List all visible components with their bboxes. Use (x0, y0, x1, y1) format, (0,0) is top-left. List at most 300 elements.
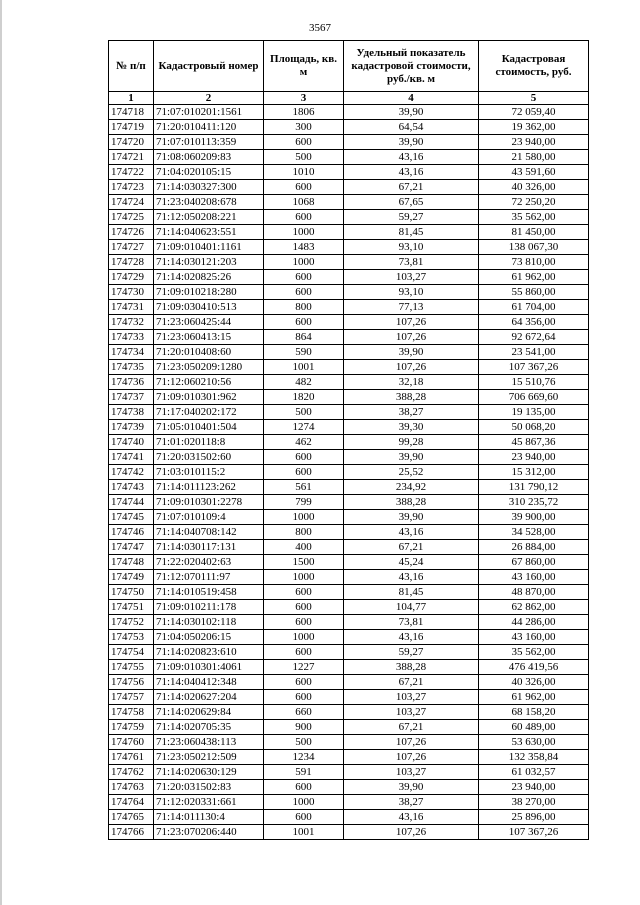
row-number-cell: 174722 (109, 165, 154, 180)
cadastral-number-cell: 71:20:031502:60 (154, 450, 264, 465)
cadastral-number-cell: 71:23:040208:678 (154, 195, 264, 210)
table-body (109, 105, 589, 840)
cadastral-number-cell: 71:07:010109:4 (154, 510, 264, 525)
area-cell: 800 (264, 300, 344, 315)
area-cell: 1806 (264, 105, 344, 120)
area-cell: 1001 (264, 360, 344, 375)
cadastral-cost-cell: 73 810,00 (479, 255, 589, 270)
area-cell: 864 (264, 330, 344, 345)
cadastral-cost-cell: 26 884,00 (479, 540, 589, 555)
table-row (109, 750, 589, 765)
cadastral-number-cell: 71:14:040708:142 (154, 525, 264, 540)
cadastral-number-cell: 71:14:040412:348 (154, 675, 264, 690)
cadastral-cost-cell: 55 860,00 (479, 285, 589, 300)
row-number-cell: 174752 (109, 615, 154, 630)
area-cell: 462 (264, 435, 344, 450)
table-row (109, 555, 589, 570)
specific-value-cell: 99,28 (344, 435, 479, 450)
table-row (109, 285, 589, 300)
cadastral-cost-cell: 61 032,57 (479, 765, 589, 780)
cadastral-number-cell: 71:09:010211:178 (154, 600, 264, 615)
cadastral-number-cell: 71:04:020105:15 (154, 165, 264, 180)
cadastral-cost-cell: 48 870,00 (479, 585, 589, 600)
table-row (109, 510, 589, 525)
table-row (109, 705, 589, 720)
specific-value-cell: 39,90 (344, 105, 479, 120)
cadastral-number-cell: 71:14:020825:26 (154, 270, 264, 285)
row-number-cell: 174721 (109, 150, 154, 165)
column-number: 4 (344, 92, 479, 105)
area-cell: 1010 (264, 165, 344, 180)
area-cell: 600 (264, 270, 344, 285)
row-number-cell: 174725 (109, 210, 154, 225)
area-cell: 400 (264, 540, 344, 555)
cadastral-number-cell: 71:14:020627:204 (154, 690, 264, 705)
column-number: 3 (264, 92, 344, 105)
cadastral-cost-cell: 43 160,00 (479, 570, 589, 585)
specific-value-cell: 59,27 (344, 645, 479, 660)
table-row (109, 180, 589, 195)
specific-value-cell: 73,81 (344, 255, 479, 270)
cadastral-number-cell: 71:17:040202:172 (154, 405, 264, 420)
table-row (109, 615, 589, 630)
cadastral-cost-cell: 706 669,60 (479, 390, 589, 405)
cadastral-cost-cell: 45 867,36 (479, 435, 589, 450)
specific-value-cell: 93,10 (344, 240, 479, 255)
row-number-cell: 174726 (109, 225, 154, 240)
cadastral-cost-cell: 19 135,00 (479, 405, 589, 420)
row-number-cell: 174762 (109, 765, 154, 780)
specific-value-cell: 93,10 (344, 285, 479, 300)
cadastral-cost-cell: 72 059,40 (479, 105, 589, 120)
table-row (109, 810, 589, 825)
row-number-cell: 174763 (109, 780, 154, 795)
cadastral-cost-cell: 68 158,20 (479, 705, 589, 720)
cadastral-table (108, 40, 589, 840)
cadastral-number-cell: 71:23:060425:44 (154, 315, 264, 330)
cadastral-number-cell: 71:09:010301:4061 (154, 660, 264, 675)
row-number-cell: 174749 (109, 570, 154, 585)
area-cell: 1483 (264, 240, 344, 255)
row-number-cell: 174719 (109, 120, 154, 135)
cadastral-cost-cell: 44 286,00 (479, 615, 589, 630)
area-cell: 600 (264, 600, 344, 615)
row-number-cell: 174758 (109, 705, 154, 720)
row-number-cell: 174759 (109, 720, 154, 735)
cadastral-cost-cell: 25 896,00 (479, 810, 589, 825)
row-number-cell: 174766 (109, 825, 154, 840)
specific-value-cell: 43,16 (344, 165, 479, 180)
cadastral-cost-cell: 38 270,00 (479, 795, 589, 810)
specific-value-cell: 39,90 (344, 345, 479, 360)
area-cell: 1000 (264, 255, 344, 270)
cadastral-cost-cell: 50 068,20 (479, 420, 589, 435)
table-row (109, 675, 589, 690)
row-number-cell: 174753 (109, 630, 154, 645)
table-row (109, 645, 589, 660)
row-number-cell: 174761 (109, 750, 154, 765)
row-number-cell: 174727 (109, 240, 154, 255)
cadastral-number-cell: 71:14:011123:262 (154, 480, 264, 495)
table-row (109, 600, 589, 615)
area-cell: 600 (264, 315, 344, 330)
table-row (109, 795, 589, 810)
cadastral-cost-cell: 60 489,00 (479, 720, 589, 735)
cadastral-cost-cell: 23 541,00 (479, 345, 589, 360)
row-number-cell: 174765 (109, 810, 154, 825)
specific-value-cell: 67,65 (344, 195, 479, 210)
cadastral-number-cell: 71:01:020118:8 (154, 435, 264, 450)
row-number-cell: 174764 (109, 795, 154, 810)
cadastral-number-cell: 71:05:010401:504 (154, 420, 264, 435)
row-number-cell: 174744 (109, 495, 154, 510)
row-number-cell: 174731 (109, 300, 154, 315)
row-number-cell: 174728 (109, 255, 154, 270)
specific-value-cell: 39,30 (344, 420, 479, 435)
area-cell: 1274 (264, 420, 344, 435)
area-cell: 600 (264, 180, 344, 195)
specific-value-cell: 103,27 (344, 270, 479, 285)
cadastral-cost-cell: 92 672,64 (479, 330, 589, 345)
table-row (109, 825, 589, 840)
cadastral-number-cell: 71:08:060209:83 (154, 150, 264, 165)
cadastral-number-cell: 71:09:030410:513 (154, 300, 264, 315)
cadastral-number-cell: 71:23:060438:113 (154, 735, 264, 750)
row-number-cell: 174748 (109, 555, 154, 570)
header-area: Площадь, кв. м (264, 41, 344, 92)
column-number-row (109, 92, 589, 105)
cadastral-number-cell: 71:14:020823:610 (154, 645, 264, 660)
area-cell: 1000 (264, 795, 344, 810)
area-cell: 500 (264, 405, 344, 420)
specific-value-cell: 103,27 (344, 690, 479, 705)
area-cell: 600 (264, 585, 344, 600)
row-number-cell: 174741 (109, 450, 154, 465)
specific-value-cell: 107,26 (344, 330, 479, 345)
table-row (109, 375, 589, 390)
cadastral-cost-cell: 15 510,76 (479, 375, 589, 390)
cadastral-number-cell: 71:14:020705:35 (154, 720, 264, 735)
area-cell: 1227 (264, 660, 344, 675)
table-row (109, 420, 589, 435)
specific-value-cell: 43,16 (344, 810, 479, 825)
cadastral-cost-cell: 81 450,00 (479, 225, 589, 240)
cadastral-cost-cell: 72 250,20 (479, 195, 589, 210)
specific-value-cell: 43,16 (344, 150, 479, 165)
table-row (109, 390, 589, 405)
specific-value-cell: 103,27 (344, 705, 479, 720)
row-number-cell: 174743 (109, 480, 154, 495)
area-cell: 1234 (264, 750, 344, 765)
specific-value-cell: 45,24 (344, 555, 479, 570)
cadastral-number-cell: 71:14:020629:84 (154, 705, 264, 720)
area-cell: 799 (264, 495, 344, 510)
specific-value-cell: 234,92 (344, 480, 479, 495)
area-cell: 1500 (264, 555, 344, 570)
cadastral-number-cell: 71:23:050212:509 (154, 750, 264, 765)
specific-value-cell: 67,21 (344, 720, 479, 735)
table-row (109, 315, 589, 330)
area-cell: 561 (264, 480, 344, 495)
cadastral-number-cell: 71:12:070111:97 (154, 570, 264, 585)
cadastral-cost-cell: 132 358,84 (479, 750, 589, 765)
specific-value-cell: 43,16 (344, 630, 479, 645)
area-cell: 1000 (264, 630, 344, 645)
table-row (109, 225, 589, 240)
row-number-cell: 174747 (109, 540, 154, 555)
specific-value-cell: 73,81 (344, 615, 479, 630)
cadastral-cost-cell: 35 562,00 (479, 645, 589, 660)
specific-value-cell: 388,28 (344, 390, 479, 405)
cadastral-cost-cell: 15 312,00 (479, 465, 589, 480)
table-row (109, 525, 589, 540)
specific-value-cell: 43,16 (344, 525, 479, 540)
area-cell: 600 (264, 690, 344, 705)
specific-value-cell: 67,21 (344, 675, 479, 690)
area-cell: 600 (264, 135, 344, 150)
row-number-cell: 174736 (109, 375, 154, 390)
cadastral-cost-cell: 21 580,00 (479, 150, 589, 165)
row-number-cell: 174734 (109, 345, 154, 360)
cadastral-cost-cell: 40 326,00 (479, 675, 589, 690)
table-row (109, 450, 589, 465)
cadastral-number-cell: 71:20:010408:60 (154, 345, 264, 360)
row-number-cell: 174757 (109, 690, 154, 705)
area-cell: 600 (264, 465, 344, 480)
header-cadastral-cost: Кадастровая стоимость, руб. (479, 41, 589, 92)
table-row (109, 255, 589, 270)
table-row (109, 765, 589, 780)
page-number: 3567 (309, 22, 331, 34)
cadastral-number-cell: 71:14:030327:300 (154, 180, 264, 195)
specific-value-cell: 32,18 (344, 375, 479, 390)
cadastral-cost-cell: 40 326,00 (479, 180, 589, 195)
table-row (109, 570, 589, 585)
cadastral-cost-cell: 476 419,56 (479, 660, 589, 675)
cadastral-number-cell: 71:14:020630:129 (154, 765, 264, 780)
cadastral-number-cell: 71:07:010113:359 (154, 135, 264, 150)
row-number-cell: 174718 (109, 105, 154, 120)
cadastral-number-cell: 71:12:060210:56 (154, 375, 264, 390)
cadastral-cost-cell: 43 591,60 (479, 165, 589, 180)
specific-value-cell: 38,27 (344, 795, 479, 810)
cadastral-cost-cell: 23 940,00 (479, 450, 589, 465)
row-number-cell: 174760 (109, 735, 154, 750)
header-row (109, 41, 589, 92)
cadastral-cost-cell: 61 962,00 (479, 690, 589, 705)
header-number: № п/п (109, 41, 154, 92)
cadastral-number-cell: 71:20:031502:83 (154, 780, 264, 795)
table-row (109, 480, 589, 495)
cadastral-number-cell: 71:14:030117:131 (154, 540, 264, 555)
row-number-cell: 174720 (109, 135, 154, 150)
table-row (109, 240, 589, 255)
row-number-cell: 174754 (109, 645, 154, 660)
specific-value-cell: 77,13 (344, 300, 479, 315)
specific-value-cell: 64,54 (344, 120, 479, 135)
specific-value-cell: 59,27 (344, 210, 479, 225)
table-row (109, 345, 589, 360)
table-row (109, 630, 589, 645)
cadastral-cost-cell: 62 862,00 (479, 600, 589, 615)
row-number-cell: 174738 (109, 405, 154, 420)
specific-value-cell: 104,77 (344, 600, 479, 615)
row-number-cell: 174737 (109, 390, 154, 405)
specific-value-cell: 39,90 (344, 780, 479, 795)
column-number: 5 (479, 92, 589, 105)
specific-value-cell: 388,28 (344, 660, 479, 675)
cadastral-cost-cell: 64 356,00 (479, 315, 589, 330)
row-number-cell: 174739 (109, 420, 154, 435)
cadastral-number-cell: 71:23:060413:15 (154, 330, 264, 345)
area-cell: 482 (264, 375, 344, 390)
table-row (109, 300, 589, 315)
area-cell: 1000 (264, 510, 344, 525)
row-number-cell: 174755 (109, 660, 154, 675)
cadastral-cost-cell: 23 940,00 (479, 135, 589, 150)
row-number-cell: 174735 (109, 360, 154, 375)
row-number-cell: 174745 (109, 510, 154, 525)
cadastral-number-cell: 71:04:050206:15 (154, 630, 264, 645)
cadastral-cost-cell: 131 790,12 (479, 480, 589, 495)
specific-value-cell: 107,26 (344, 735, 479, 750)
cadastral-number-cell: 71:09:010401:1161 (154, 240, 264, 255)
cadastral-cost-cell: 23 940,00 (479, 780, 589, 795)
row-number-cell: 174732 (109, 315, 154, 330)
area-cell: 500 (264, 150, 344, 165)
cadastral-cost-cell: 107 367,26 (479, 360, 589, 375)
cadastral-cost-cell: 61 962,00 (479, 270, 589, 285)
row-number-cell: 174724 (109, 195, 154, 210)
table-row (109, 735, 589, 750)
area-cell: 900 (264, 720, 344, 735)
area-cell: 591 (264, 765, 344, 780)
table-row (109, 585, 589, 600)
cadastral-number-cell: 71:09:010218:280 (154, 285, 264, 300)
row-number-cell: 174733 (109, 330, 154, 345)
table-row (109, 660, 589, 675)
specific-value-cell: 39,90 (344, 135, 479, 150)
cadastral-cost-cell: 35 562,00 (479, 210, 589, 225)
table-row (109, 495, 589, 510)
column-number: 1 (109, 92, 154, 105)
area-cell: 600 (264, 780, 344, 795)
cadastral-cost-cell: 19 362,00 (479, 120, 589, 135)
area-cell: 300 (264, 120, 344, 135)
specific-value-cell: 107,26 (344, 750, 479, 765)
table-row (109, 360, 589, 375)
table-row (109, 135, 589, 150)
area-cell: 600 (264, 450, 344, 465)
cadastral-cost-cell: 34 528,00 (479, 525, 589, 540)
area-cell: 500 (264, 735, 344, 750)
table-row (109, 540, 589, 555)
header-specific-value: Удельный показатель кадастровой стоимости, руб./кв. м (344, 41, 479, 92)
row-number-cell: 174729 (109, 270, 154, 285)
specific-value-cell: 103,27 (344, 765, 479, 780)
table-row (109, 405, 589, 420)
column-number: 2 (154, 92, 264, 105)
cadastral-number-cell: 71:07:010201:1561 (154, 105, 264, 120)
cadastral-number-cell: 71:14:030102:118 (154, 615, 264, 630)
table-row (109, 465, 589, 480)
table-row (109, 690, 589, 705)
area-cell: 1820 (264, 390, 344, 405)
cadastral-number-cell: 71:20:010411:120 (154, 120, 264, 135)
area-cell: 600 (264, 810, 344, 825)
specific-value-cell: 388,28 (344, 495, 479, 510)
area-cell: 600 (264, 285, 344, 300)
specific-value-cell: 107,26 (344, 360, 479, 375)
cadastral-cost-cell: 67 860,00 (479, 555, 589, 570)
cadastral-number-cell: 71:14:030121:203 (154, 255, 264, 270)
table-row (109, 435, 589, 450)
table-row (109, 270, 589, 285)
cadastral-cost-cell: 61 704,00 (479, 300, 589, 315)
row-number-cell: 174723 (109, 180, 154, 195)
cadastral-cost-cell: 107 367,26 (479, 825, 589, 840)
specific-value-cell: 38,27 (344, 405, 479, 420)
specific-value-cell: 67,21 (344, 180, 479, 195)
area-cell: 1000 (264, 225, 344, 240)
header-cadastral-number: Кадастровый номер (154, 41, 264, 92)
area-cell: 800 (264, 525, 344, 540)
specific-value-cell: 25,52 (344, 465, 479, 480)
area-cell: 600 (264, 210, 344, 225)
area-cell: 600 (264, 645, 344, 660)
table-row (109, 150, 589, 165)
specific-value-cell: 67,21 (344, 540, 479, 555)
cadastral-number-cell: 71:14:010519:458 (154, 585, 264, 600)
cadastral-cost-cell: 138 067,30 (479, 240, 589, 255)
cadastral-number-cell: 71:09:010301:2278 (154, 495, 264, 510)
table-row (109, 780, 589, 795)
table-row (109, 120, 589, 135)
area-cell: 600 (264, 615, 344, 630)
row-number-cell: 174740 (109, 435, 154, 450)
area-cell: 600 (264, 675, 344, 690)
cadastral-number-cell: 71:22:020402:63 (154, 555, 264, 570)
cadastral-cost-cell: 43 160,00 (479, 630, 589, 645)
cadastral-number-cell: 71:14:011130:4 (154, 810, 264, 825)
area-cell: 590 (264, 345, 344, 360)
specific-value-cell: 43,16 (344, 570, 479, 585)
specific-value-cell: 81,45 (344, 585, 479, 600)
cadastral-cost-cell: 39 900,00 (479, 510, 589, 525)
row-number-cell: 174750 (109, 585, 154, 600)
specific-value-cell: 107,26 (344, 315, 479, 330)
area-cell: 660 (264, 705, 344, 720)
cadastral-number-cell: 71:23:070206:440 (154, 825, 264, 840)
cadastral-cost-cell: 53 630,00 (479, 735, 589, 750)
cadastral-number-cell: 71:03:010115:2 (154, 465, 264, 480)
cadastral-number-cell: 71:12:020331:661 (154, 795, 264, 810)
table-row (109, 210, 589, 225)
specific-value-cell: 81,45 (344, 225, 479, 240)
cadastral-number-cell: 71:23:050209:1280 (154, 360, 264, 375)
cadastral-number-cell: 71:14:040623:551 (154, 225, 264, 240)
cadastral-cost-cell: 310 235,72 (479, 495, 589, 510)
table-row (109, 195, 589, 210)
row-number-cell: 174730 (109, 285, 154, 300)
specific-value-cell: 39,90 (344, 510, 479, 525)
area-cell: 1001 (264, 825, 344, 840)
row-number-cell: 174742 (109, 465, 154, 480)
area-cell: 1000 (264, 570, 344, 585)
cadastral-number-cell: 71:09:010301:962 (154, 390, 264, 405)
scan-edge (0, 0, 2, 905)
cadastral-number-cell: 71:12:050208:221 (154, 210, 264, 225)
